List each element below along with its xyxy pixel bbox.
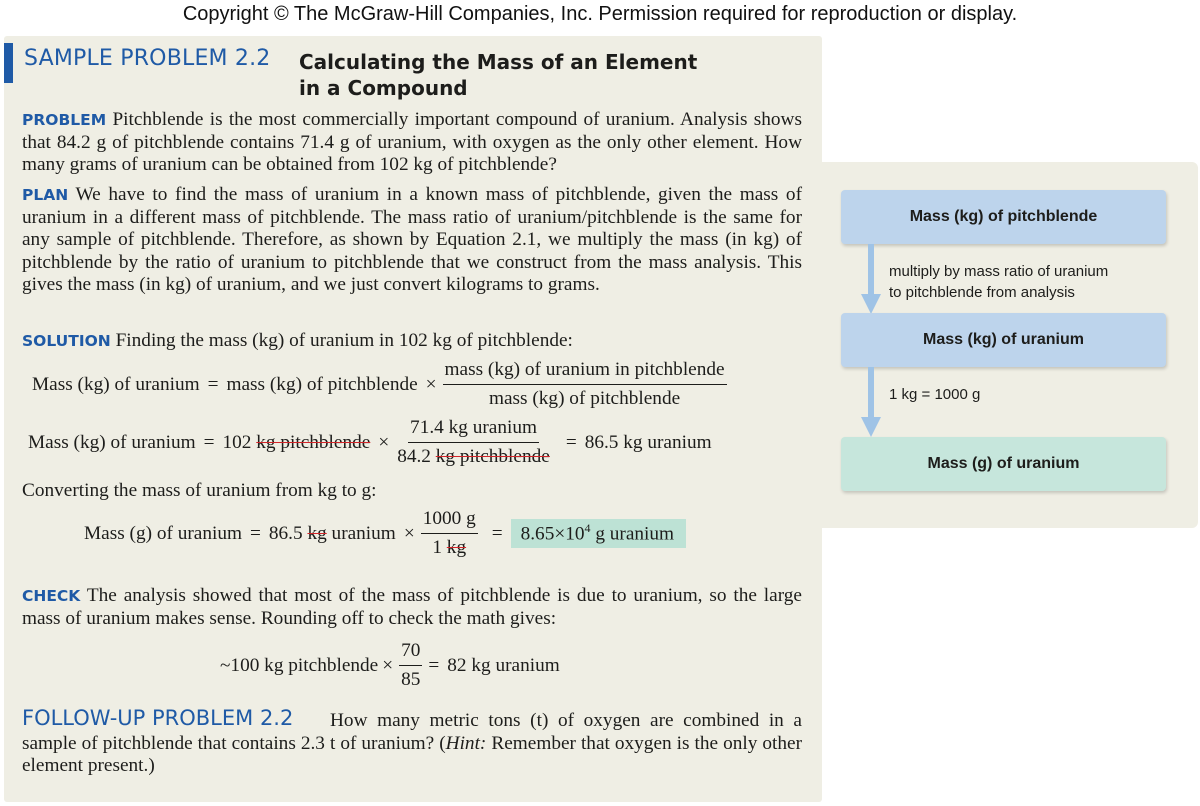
followup-hint: Hint: — [445, 732, 487, 754]
answer-exponent: 4 — [584, 520, 591, 535]
eq1-lhs: Mass (kg) of uranium — [32, 373, 200, 395]
sample-problem-title: Calculating the Mass of an Element in a Compound — [299, 50, 698, 100]
flow-arrow-down-icon — [861, 367, 881, 437]
solution-text: Finding the mass (kg) of uranium in 102 kg of pitchblende: — [115, 330, 573, 351]
eq3-den-value: 1 — [432, 537, 442, 558]
eq3-numerator: 1000 g — [421, 508, 478, 534]
check-paragraph — [22, 585, 802, 630]
eq3-cancelled-unit: kg — [307, 522, 327, 544]
check-eq-times: × — [382, 654, 394, 676]
check-eq-lhs: ~100 kg pitchblende — [220, 654, 379, 676]
eq3-denominator — [430, 534, 468, 559]
equation-uranium-kg — [28, 417, 712, 468]
check-eq-equals: = — [428, 654, 440, 676]
eq1-equals: = — [207, 373, 219, 395]
eq1-rhs: mass (kg) of pitchblende — [226, 373, 418, 395]
copyright-notice: Copyright © The McGraw-Hill Companies, Inc. Permission required for reproduction or display. — [182, 3, 1018, 25]
plan-paragraph — [22, 184, 802, 297]
plan-label: PLAN — [22, 186, 69, 204]
eq3-lhs: Mass (g) of uranium — [84, 522, 242, 544]
check-label: CHECK — [22, 587, 81, 605]
flow-box-uranium-kg: Mass (kg) of uranium — [841, 313, 1166, 367]
flow-step-ratio-line1: multiply by mass ratio of uranium — [889, 263, 1109, 280]
check-text: The analysis showed that most of the mass of pitchblende is due to uranium, so the large mass of uranium makes sense. Rounding off to check the math gives: — [22, 585, 802, 629]
eq1-denominator: mass (kg) of pitchblende — [488, 388, 681, 409]
eq1-times: × — [425, 373, 437, 395]
eq2-denominator — [395, 443, 552, 468]
eq2-equals: = — [203, 431, 215, 453]
check-eq-fraction — [399, 640, 422, 691]
convert-paragraph: Converting the mass of uranium from kg to g: — [22, 480, 377, 501]
answer-mantissa: 8.65×10 — [520, 523, 585, 545]
eq2-equals-2: = — [565, 431, 577, 453]
eq2-result: 86.5 kg uranium — [584, 431, 712, 453]
eq3-equals: = — [249, 522, 261, 544]
flow-step-ratio — [889, 261, 1108, 303]
eq2-den-value: 84.2 — [397, 446, 431, 467]
eq3-den-cancelled-unit: kg — [446, 537, 467, 558]
eq2-value: 102 — [222, 431, 252, 453]
problem-label: PROBLEM — [22, 111, 107, 129]
eq2-cancelled-unit: kg pitchblende — [256, 431, 371, 453]
eq3-unit-rest: uranium — [331, 522, 396, 544]
check-eq-numerator: 70 — [399, 640, 422, 666]
check-eq-result: 82 kg uranium — [447, 654, 560, 676]
eq2-den-cancelled-unit: kg pitchblende — [435, 446, 550, 467]
eq2-numerator: 71.4 kg uranium — [408, 417, 539, 443]
flow-step-conversion: 1 kg = 1000 g — [889, 386, 981, 403]
eq3-fraction — [421, 508, 478, 559]
problem-text: Pitchblende is the most commercially important compound of uranium. Analysis shows that 84.2 g of pitchblende contains 71.4 g of uranium, with oxygen as the only other element. How many grams of uranium can be obtained from 102 kg of pitchblende? — [22, 109, 802, 175]
problem-paragraph — [22, 109, 802, 177]
equation-ratio — [32, 359, 733, 410]
solution-label: SOLUTION — [22, 332, 111, 350]
eq3-times: × — [403, 522, 415, 544]
eq2-lhs: Mass (kg) of uranium — [28, 431, 196, 453]
flow-box-pitchblende-kg: Mass (kg) of pitchblende — [841, 190, 1166, 244]
followup-text-after: Remember that oxygen is the only other element present.) — [22, 732, 802, 776]
flow-box-uranium-g: Mass (g) of uranium — [841, 437, 1166, 491]
equation-check — [220, 640, 560, 691]
equation-uranium-g — [84, 508, 686, 559]
solution-paragraph — [22, 330, 802, 353]
eq1-numerator: mass (kg) of uranium in pitchblende — [443, 359, 727, 385]
check-eq-denominator: 85 — [401, 669, 421, 690]
followup-label: FOLLOW-UP PROBLEM 2.2 — [22, 706, 294, 730]
title-accent-bar — [4, 43, 13, 83]
eq3-equals-2: = — [491, 522, 503, 544]
eq2-times: × — [378, 431, 390, 453]
final-answer-highlight — [511, 519, 686, 548]
flow-step-ratio-line2: to pitchblende from analysis — [889, 284, 1075, 301]
eq1-fraction — [443, 359, 727, 410]
eq3-value: 86.5 — [268, 522, 303, 544]
plan-text: We have to find the mass of uranium in a known mass of pitchblende, given the mass of uranium in a different mass of pitchblende. The mass ratio of uranium/pitchblende is the same for any sample of pitchblende. Therefore, as shown by Equation 2.1, we multiply the mass (in kg) of pitchblende by the ratio of uranium to pitchblende that we construct from the mass analysis. This gives the mass (in kg) of uranium, and we just convert kilograms to grams. — [22, 184, 802, 295]
eq2-fraction — [395, 417, 552, 468]
flow-arrow-down-icon — [861, 244, 881, 314]
followup-text-before: How many metric tons (t) of oxygen are combined in a sample of pitchblende that contains 2.3 t of uranium? ( — [22, 710, 802, 754]
answer-unit: g uranium — [595, 523, 675, 545]
followup-paragraph — [22, 710, 802, 778]
sample-problem-label: SAMPLE PROBLEM 2.2 — [24, 46, 271, 71]
